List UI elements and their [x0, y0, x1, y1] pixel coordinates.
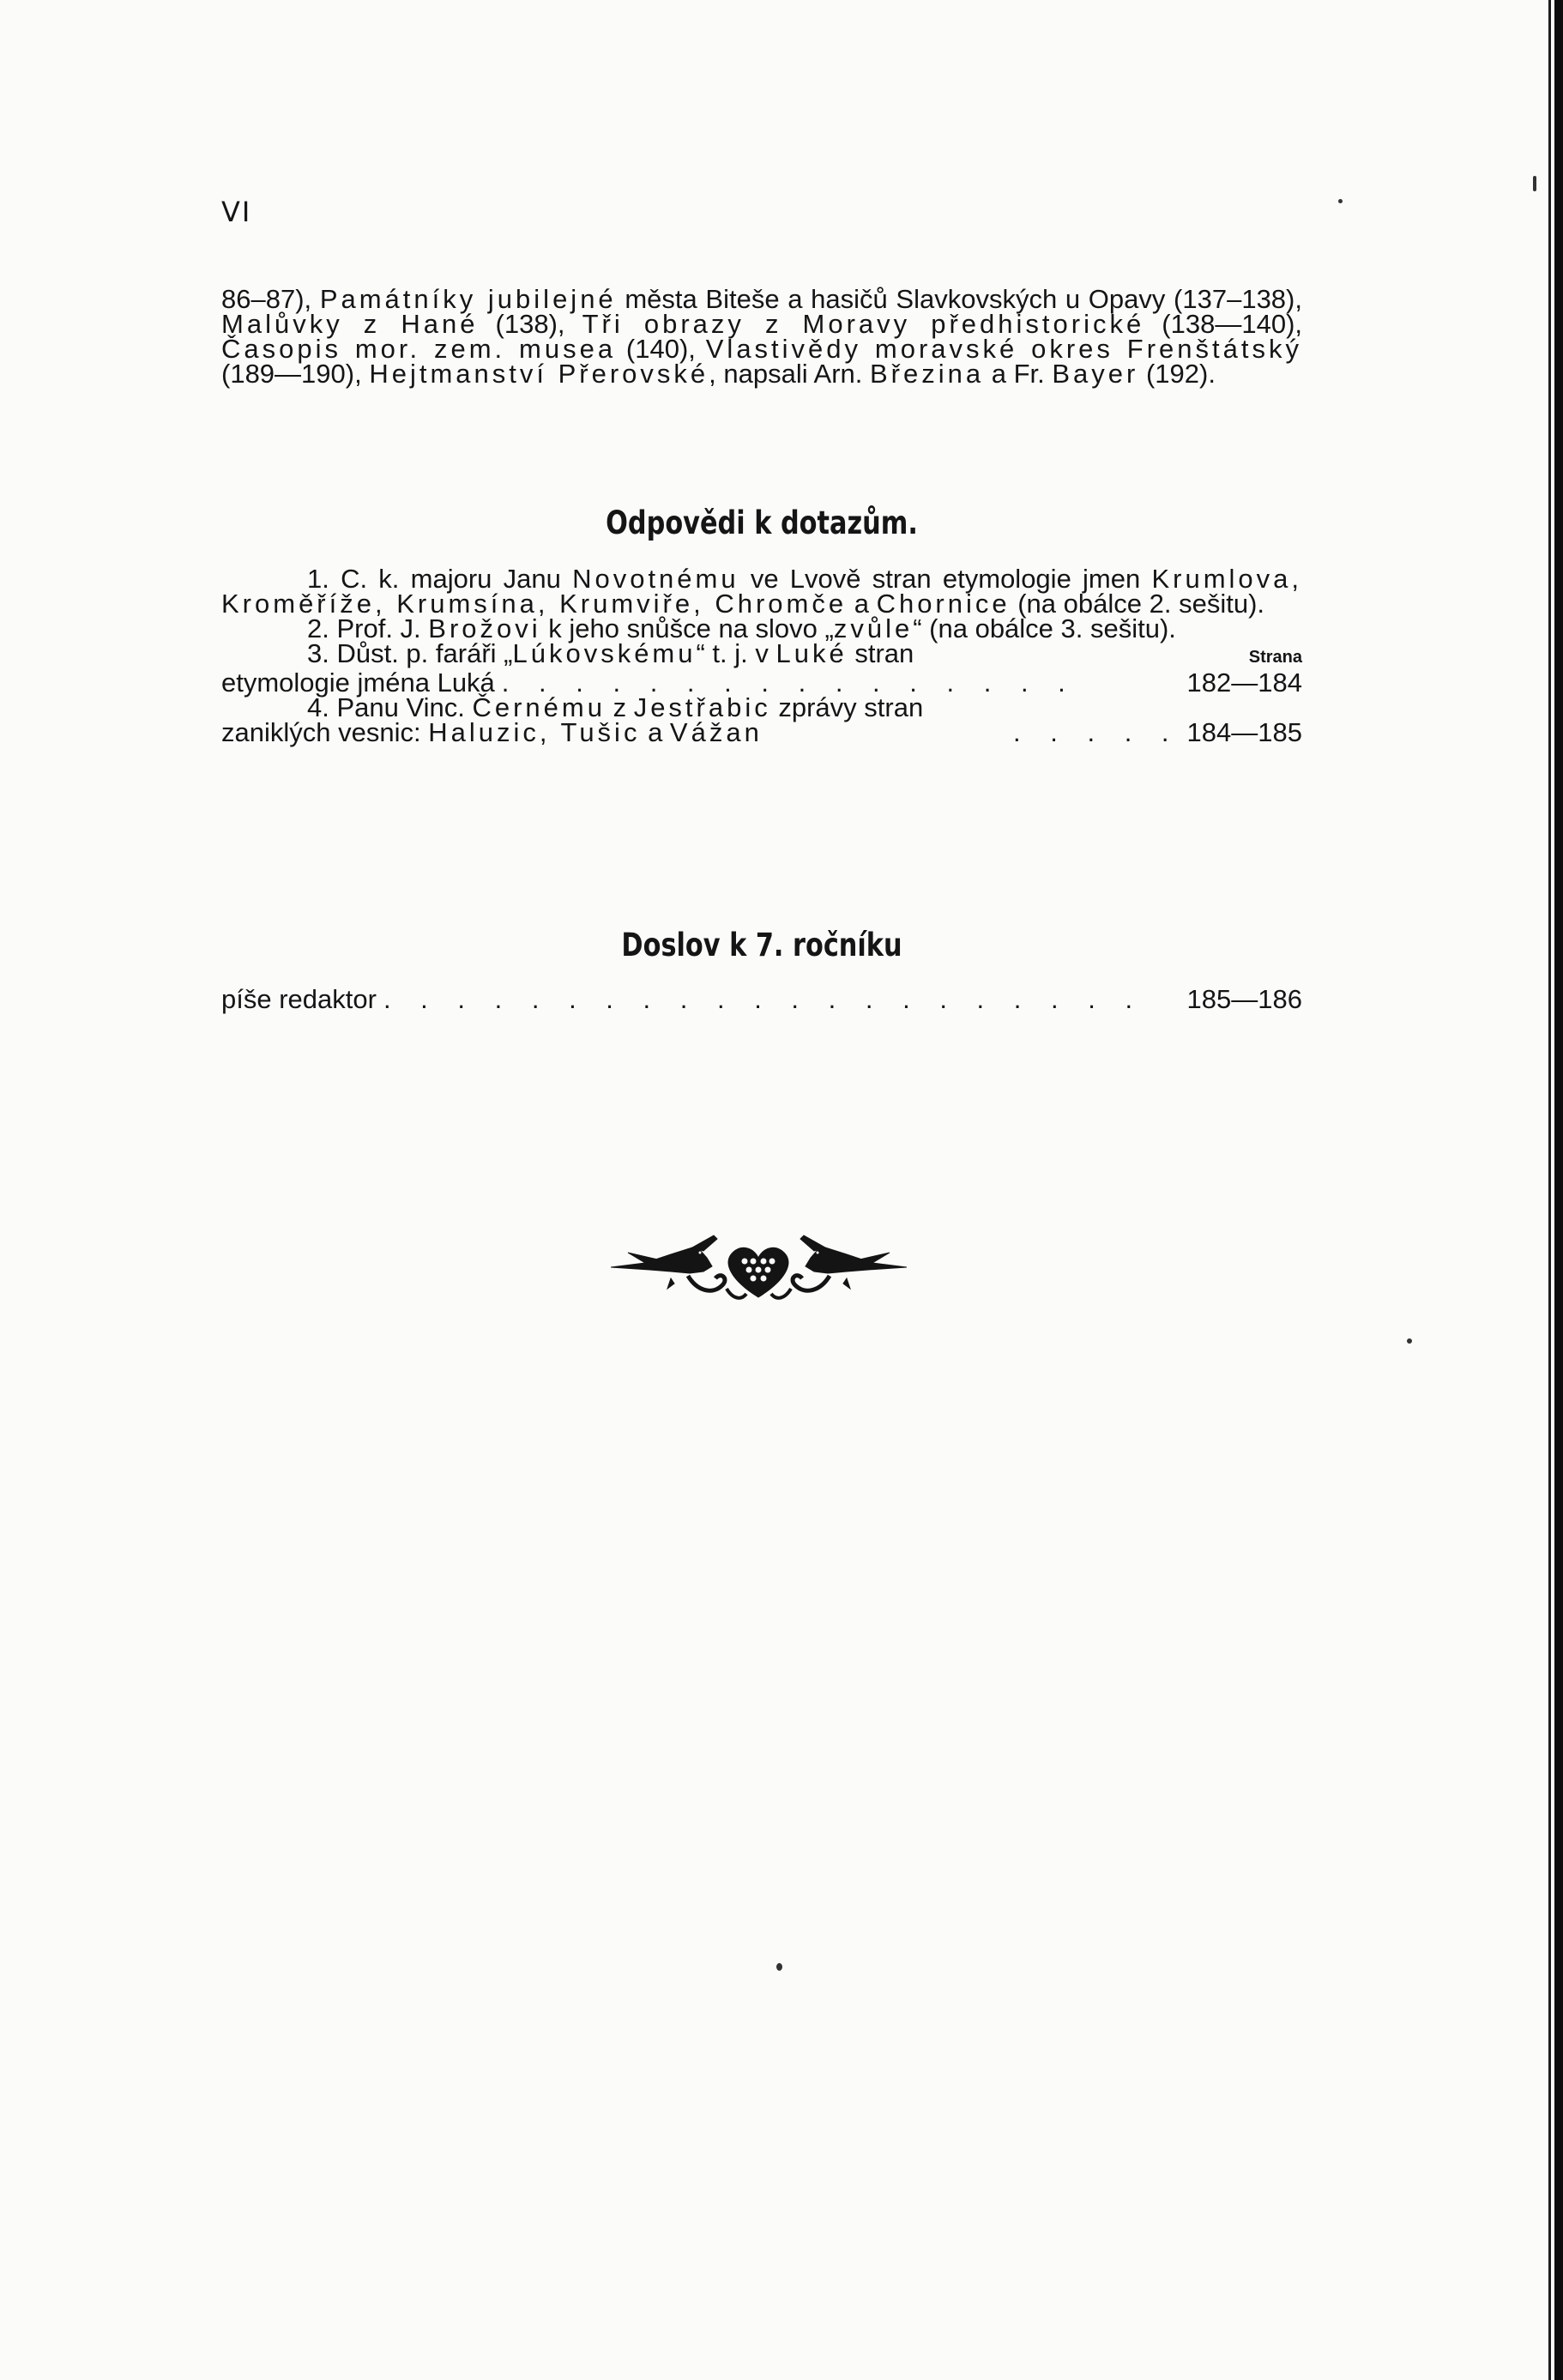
intro-title: Malůvky z Hané — [221, 309, 479, 339]
page-range: 184—185 — [1186, 717, 1302, 747]
answers-list — [221, 566, 1302, 745]
intro-author: Březina — [870, 359, 985, 389]
print-speck — [776, 1963, 782, 1971]
page-edge-line — [1548, 0, 1551, 2380]
leader-dots: . . . . . — [1013, 720, 1180, 745]
page-range: 182—184 — [1186, 667, 1302, 698]
intro-title: Památníky jubilejné — [319, 284, 617, 314]
intro-text: (140), — [616, 334, 706, 364]
answer-item-3-line2: etymologie jména Luká . . . . . . . . . . . . . . . . 182—184 — [221, 667, 1302, 698]
intro-text: (138—140), — [1144, 309, 1302, 339]
intro-text: , napsali Arn. — [709, 359, 870, 389]
answer-item-4-line2: zaniklých vesnic: Haluzic, Tušic a Vážan . . . . . 184—185 — [221, 717, 1302, 747]
leader-dots: . . . . . . . . . . . . . . . . . . . . . — [383, 987, 1144, 1012]
intro-title: Vlastivědy moravské okres Frenštátský — [705, 334, 1302, 364]
answer-item-4-line1: 4. Panu Vinc. Černému z Jestřabic zprávy stran — [307, 692, 924, 722]
print-speck — [1407, 1338, 1412, 1344]
print-speck — [1533, 176, 1536, 191]
intro-author: Bayer — [1052, 359, 1139, 389]
intro-title: Časopis mor. zem. musea — [221, 334, 617, 364]
strana-label: Strana — [1248, 648, 1302, 667]
page-edge-shadow — [1554, 0, 1563, 2380]
birds-and-heart-ornament-icon — [611, 1229, 907, 1310]
page-folio: VI — [221, 196, 252, 228]
answer-item-2: 2. Prof. J. Brožovi k jeho snůšce na slovo „zvůle“ (na obálce 3. sešitu). — [307, 613, 1176, 643]
intro-paragraph — [221, 284, 1302, 389]
intro-text: (192). — [1138, 359, 1216, 389]
afterword-entry — [221, 984, 1302, 1014]
intro-text: města Biteše a hasičů Slavkovských u Opavy (137–138), — [616, 284, 1302, 314]
intro-text: 86–87), — [221, 284, 320, 314]
answer-item-1: 1. C. k. majoru Janu Novotnému ve Lvově stran etymologie jmen Krumlova, Kroměříže, Krumsína, Krumviře, Chromče a Chornice (na obálce 2. sešitu). — [221, 564, 1302, 619]
intro-title: Hejtmanství Přerovské — [369, 359, 709, 389]
section-heading-answers: Odpovědi k dotazům. — [606, 504, 918, 541]
print-speck — [1338, 199, 1343, 203]
answer-item-3-line1: 3. Důst. p. faráři „Lúkovskému“ t. j. v Luké stran Strana — [307, 638, 1302, 668]
intro-title: Tři obrazy z Moravy předhistorické — [582, 309, 1145, 339]
intro-text: (138), — [478, 309, 582, 339]
afterword-text: píše redaktor — [221, 984, 377, 1014]
page-range: 185—186 — [1186, 984, 1302, 1014]
leader-dots: . . . . . . . . . . . . . . . . — [501, 670, 1077, 695]
section-heading-afterword: Doslov k 7. ročníku — [621, 927, 902, 963]
intro-text: (189—190), — [221, 359, 370, 389]
intro-text: a Fr. — [984, 359, 1053, 389]
